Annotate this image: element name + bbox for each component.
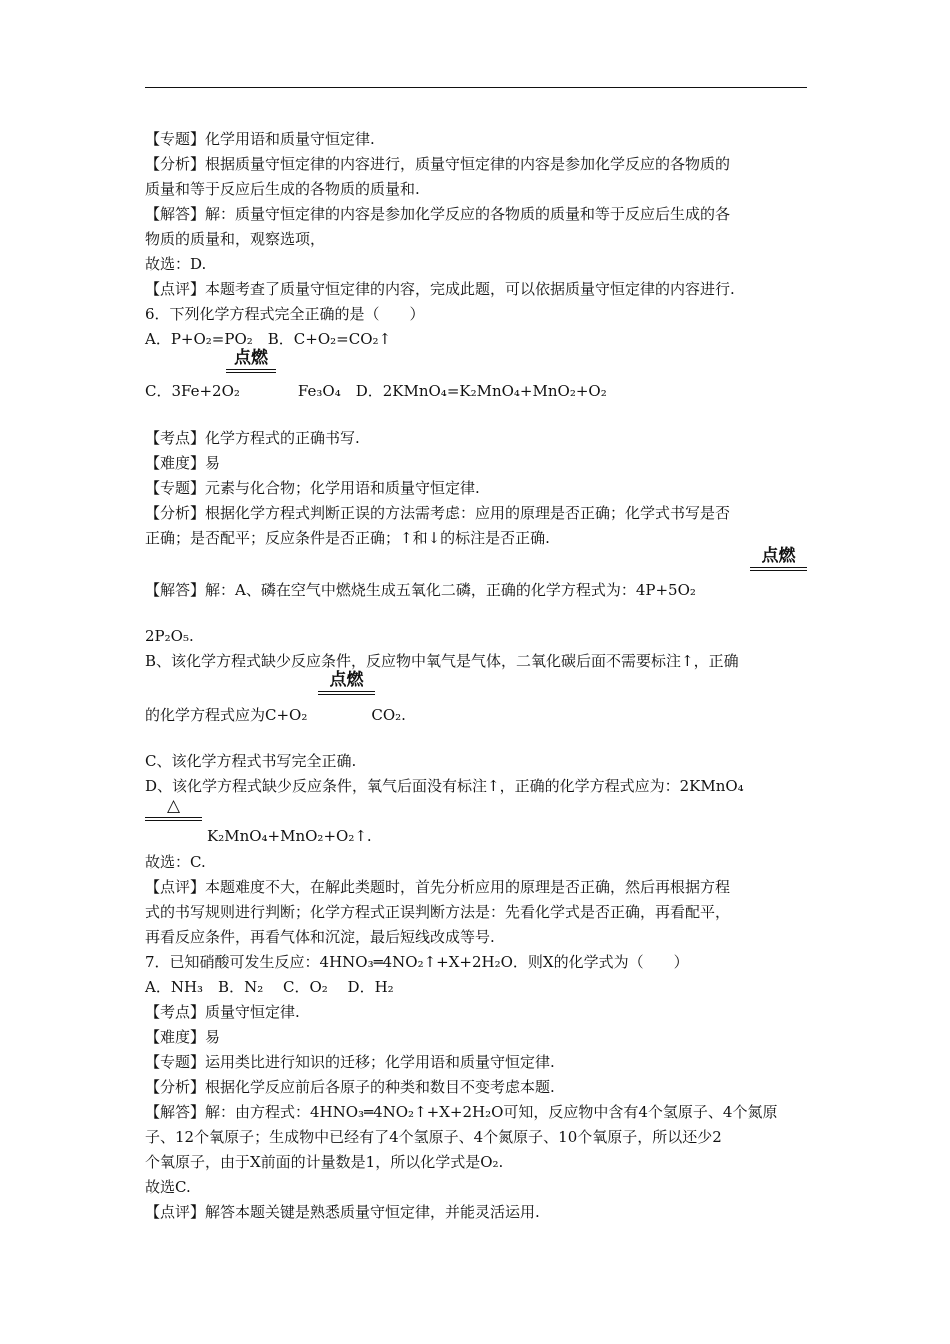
text-line: 【分析】根据化学反应前后各原子的种类和数目不变考虑本题. xyxy=(145,1078,555,1096)
text-line: 【点评】本题难度不大，在解此类题时，首先分析应用的原理是否正确，然后再根据方程 xyxy=(145,878,731,896)
equation-b-left: 的化学方程式应为C+O₂ xyxy=(145,706,308,724)
text-line: 再看反应条件，再看气体和沉淀，最后短线改成等号. xyxy=(145,928,495,946)
text-line: 2P₂O₅. xyxy=(145,627,194,645)
text-line: 【专题】元素与化合物；化学用语和质量守恒定律. xyxy=(145,479,480,497)
text-line: C、该化学方程式书写完全正确. xyxy=(145,752,357,770)
text-line: 质量和等于反应后生成的各物质的质量和. xyxy=(145,180,420,198)
ignite-condition-c xyxy=(226,348,276,373)
ignite-condition-a xyxy=(750,546,807,571)
heat-condition-d xyxy=(145,796,202,821)
text-line: 【专题】化学用语和质量守恒定律. xyxy=(145,130,375,148)
text-line: 正确；是否配平；反应条件是否正确；↑和↓的标注是否正确. xyxy=(145,529,550,547)
text-line: 【解答】解：质量守恒定律的内容是参加化学反应的各物质的质量和等于反应后生成的各 xyxy=(145,205,731,223)
double-line xyxy=(145,817,202,821)
text-line: 【点评】本题考查了质量守恒定律的内容，完成此题，可以依据质量守恒定律的内容进行. xyxy=(145,280,735,298)
text-line: 个氧原子，由于X前面的计量数是1，所以化学式是O₂. xyxy=(145,1153,504,1171)
text-line: 故选：C. xyxy=(145,853,206,871)
question-6-options-cd xyxy=(145,381,607,401)
text-line: 式的书写规则进行判断；化学方程式正误判断方法是：先看化学式是否正确，再看配平， xyxy=(145,903,731,921)
text-line: B、该化学方程式缺少反应条件，反应物中氧气是气体，二氧化碳后面不需要标注↑，正确 xyxy=(145,652,739,670)
text-line: K₂MnO₄+MnO₂+O₂↑. xyxy=(207,827,372,845)
double-line xyxy=(318,691,375,695)
question-6-options-ab: A．P+O₂=PO₂ B．C+O₂=CO₂↑ xyxy=(145,330,392,348)
text-line: 【专题】运用类比进行知识的迁移；化学用语和质量守恒定律. xyxy=(145,1053,555,1071)
text-line: 故选C. xyxy=(145,1178,191,1196)
equation-b-right: CO₂. xyxy=(371,706,406,724)
question-7-title: 7．已知硝酸可发生反应：4HNO₃═4NO₂↑+X+2H₂O．则X的化学式为（ ） xyxy=(145,953,689,971)
option-c-right: Fe₃O₄ D．2KMnO₄=K₂MnO₄+MnO₂+O₂ xyxy=(297,382,607,400)
option-c-left: C．3Fe+2O₂ xyxy=(145,382,240,400)
text-line: 【难度】易 xyxy=(145,454,221,472)
text-line: 物质的质量和，观察选项， xyxy=(145,230,326,248)
double-line xyxy=(750,567,807,571)
text-line: 【分析】根据化学方程式判断正误的方法需考虑：应用的原理是否正确；化学式书写是否 xyxy=(145,504,731,522)
ignite-label: 点燃 xyxy=(761,546,796,566)
text-line: 【解答】解：A、磷在空气中燃烧生成五氧化二磷，正确的化学方程式为：4P+5O₂ xyxy=(145,581,696,599)
text-line: 【考点】质量守恒定律. xyxy=(145,1003,300,1021)
text-line: 【难度】易 xyxy=(145,1028,221,1046)
text-line: 【考点】化学方程式的正确书写. xyxy=(145,429,360,447)
heat-triangle-icon: △ xyxy=(166,796,181,816)
text-line: 子、12个氧原子；生成物中已经有了4个氢原子、4个氮原子、10个氧原子，所以还少2 xyxy=(145,1128,722,1146)
text-line: 【点评】解答本题关键是熟悉质量守恒定律，并能灵活运用. xyxy=(145,1203,540,1221)
question-6-title: 6．下列化学方程式完全正确的是（ ） xyxy=(145,305,425,323)
double-line xyxy=(226,369,276,373)
text-line: 【解答】解：由方程式：4HNO₃═4NO₂↑+X+2H₂O可知，反应物中含有4个氢原子、4个氮原 xyxy=(145,1103,778,1121)
ignite-label: 点燃 xyxy=(234,348,268,368)
text-line: D、该化学方程式缺少反应条件，氧气后面没有标注↑，正确的化学方程式应为：2KMnO₄ xyxy=(145,777,744,795)
question-7-options: A．NH₃ B．N₂ C．O₂ D．H₂ xyxy=(145,978,394,996)
text-line: 【分析】根据质量守恒定律的内容进行，质量守恒定律的内容是参加化学反应的各物质的 xyxy=(145,155,731,173)
ignite-label: 点燃 xyxy=(329,670,364,690)
ignite-condition-b xyxy=(318,670,375,695)
header-rule xyxy=(145,87,807,88)
text-line: 故选：D. xyxy=(145,255,207,273)
text-line xyxy=(145,705,406,725)
